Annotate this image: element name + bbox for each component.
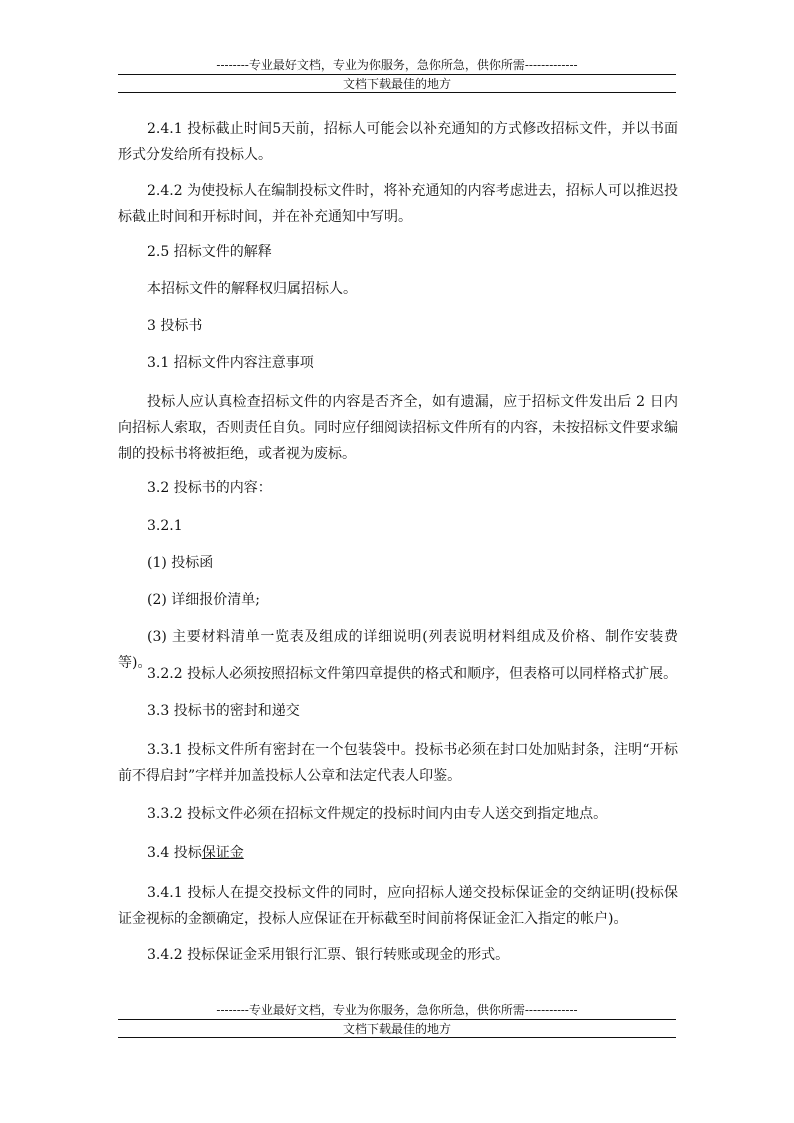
footer-tagline: --------专业最好文档，专业为你服务，急你所急，供你所需------------- [118, 1003, 676, 1020]
paragraph-2-4-2: 2.4.2 为使投标人在编制投标文件时，将补充通知的内容考虑进去，招标人可以推迟投标截止时间和开标时间，并在补充通知中写明。 [118, 183, 678, 225]
heading-3-3: 3.3 投标书的密封和递交 [147, 703, 300, 719]
paragraph-interpretation: 本招标文件的解释权归属招标人。 [147, 281, 357, 297]
heading-3-4-underlined: 保证金 [201, 845, 244, 861]
heading-3-1: 3.1 招标文件内容注意事项 [147, 355, 314, 371]
heading-3-2: 3.2 投标书的内容： [147, 480, 272, 496]
page-footer [118, 1003, 676, 1038]
heading-3-4 [118, 840, 678, 866]
list-item-1: (1) 投标函 [147, 555, 214, 571]
paragraph-3-4-2: 3.4.2 投标保证金采用银行汇票、银行转账或现金的形式。 [147, 947, 510, 963]
paragraph-2-4-1: 2.4.1 投标截止时间5天前，招标人可能会以补充通知的方式修改招标文件，并以书面形式分发给所有投标人。 [118, 121, 678, 163]
paragraph-3-2-2: 3.2.2 投标人必须按照招标文件第四章提供的格式和顺序，但表格可以同样格式扩展。 [147, 666, 678, 682]
heading-3-4-prefix: 3.4 投标 [147, 845, 202, 861]
paragraph-3-3-2: 3.3.2 投标文件必须在招标文件规定的投标时间内由专人送交到指定地点。 [147, 806, 608, 822]
list-item-3: (3) 主要材料清单一览表及组成的详细说明(列表说明材料组成及价格、制作安装费等)。 [118, 629, 678, 671]
paragraph-3-3-1: 3.3.1 投标文件所有密封在一个包装袋中。投标书必须在封口处加贴封条，注明“开标前不得启封”字样并加盖投标人公章和法定代表人印鉴。 [118, 742, 678, 784]
footer-subtitle: 文档下载最佳的地方 [118, 1020, 676, 1038]
header-subtitle: 文档下载最佳的地方 [118, 75, 676, 93]
heading-3: 3 投标书 [147, 318, 203, 334]
paragraph-3-1-body: 投标人应认真检查招标文件的内容是否齐全，如有遗漏，应于招标文件发出后 2 日内向招标人索取，否则责任自负。同时应仔细阅读招标文件所有的内容，未按招标文件要求编制的投标书将被拒绝，或者视为废标。 [118, 394, 678, 462]
list-item-2: (2) 详细报价清单; [147, 592, 260, 608]
heading-3-2-1: 3.2.1 [147, 518, 183, 534]
heading-2-5: 2.5 招标文件的解释 [147, 244, 272, 260]
header-tagline: --------专业最好文档，专业为你服务，急你所急，供你所需------------- [118, 58, 676, 75]
paragraph-3-4-1: 3.4.1 投标人在提交投标文件的同时，应向招标人递交投标保证金的交纳证明(投标保证金视标的金额确定，投标人应保证在开标截至时间前将保证金汇入指定的帐户)。 [118, 885, 678, 927]
page-header [118, 58, 676, 93]
